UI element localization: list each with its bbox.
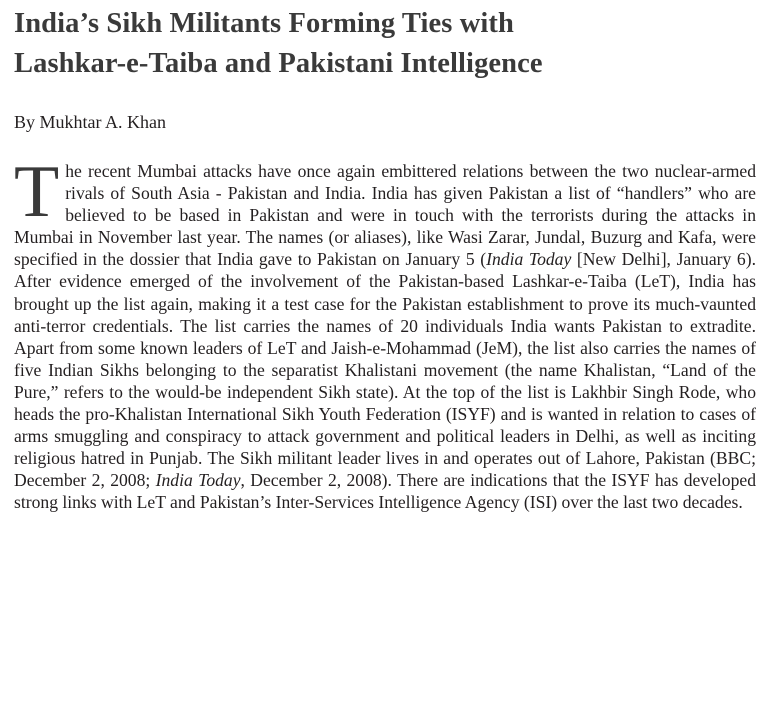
article-headline [14, 0, 756, 84]
publication-title-1: India Today [486, 249, 572, 270]
publication-title-2: India Today [155, 470, 241, 491]
headline-line-2: Lashkar-e-Taiba and Pakistani Intelligence [14, 48, 543, 79]
drop-cap: T [14, 151, 60, 233]
headline-line-1: India’s Sikh Militants Forming Ties with [14, 8, 514, 39]
body-segment-3: , December 2, 2008). There are indications that the ISYF has developed strong links with LeT and Pakistan’s Inter-Services Intelligence Agency (ISI) over the last two decades. [14, 470, 757, 513]
article-byline: By Mukhtar A. Khan [14, 112, 166, 132]
body-segment-2: [New Delhi], January 6). After evidence emerged of the involvement of the Pakistan-based Lashkar-e-Taiba (LeT), India has brought up the list again, making it a test case for the Pakistan establishment to prove its much-vaunted anti-terror credentials. The list carries the names of 20 individuals India wants Pakistan to extradite. Apart from some known leaders of LeT and Jaish-e-Mohammad (JeM), the list also carries the names of five Indian Sikhs belonging to the separatist Khalistani movement (the name Khalistan, “Land of the Pure,” refers to the would-be independent Sikh state). At the top of the list is Lakhbir Singh Rode, who heads the pro-Khalistan International Sikh Youth Federation (ISYF) and is wanted in relation to cases of arms smuggling and conspiracy to attack government and political leaders in Delhi, as well as inciting religious hatred in Punjab. The Sikh militant leader lives in and operates out of Lahore, Pakistan (BBC; December 2, 2008; [14, 249, 756, 491]
article [14, 0, 757, 513]
body-segment-1: he recent Mumbai attacks have once again embittered relations between the two nuclear-armed rivals of South Asia - Pakistan and India. India has given Pakistan a list of “handlers” who are believed to be based in Pakistan and were in touch with the terrorists during the attacks in Mumbai in November last year. The names (or aliases), like Wasi Zarar, Jundal, Buzurg and Kafa, were specified in the dossier that India gave to Pakistan on January 5 ( [14, 161, 756, 270]
article-body [14, 151, 757, 514]
